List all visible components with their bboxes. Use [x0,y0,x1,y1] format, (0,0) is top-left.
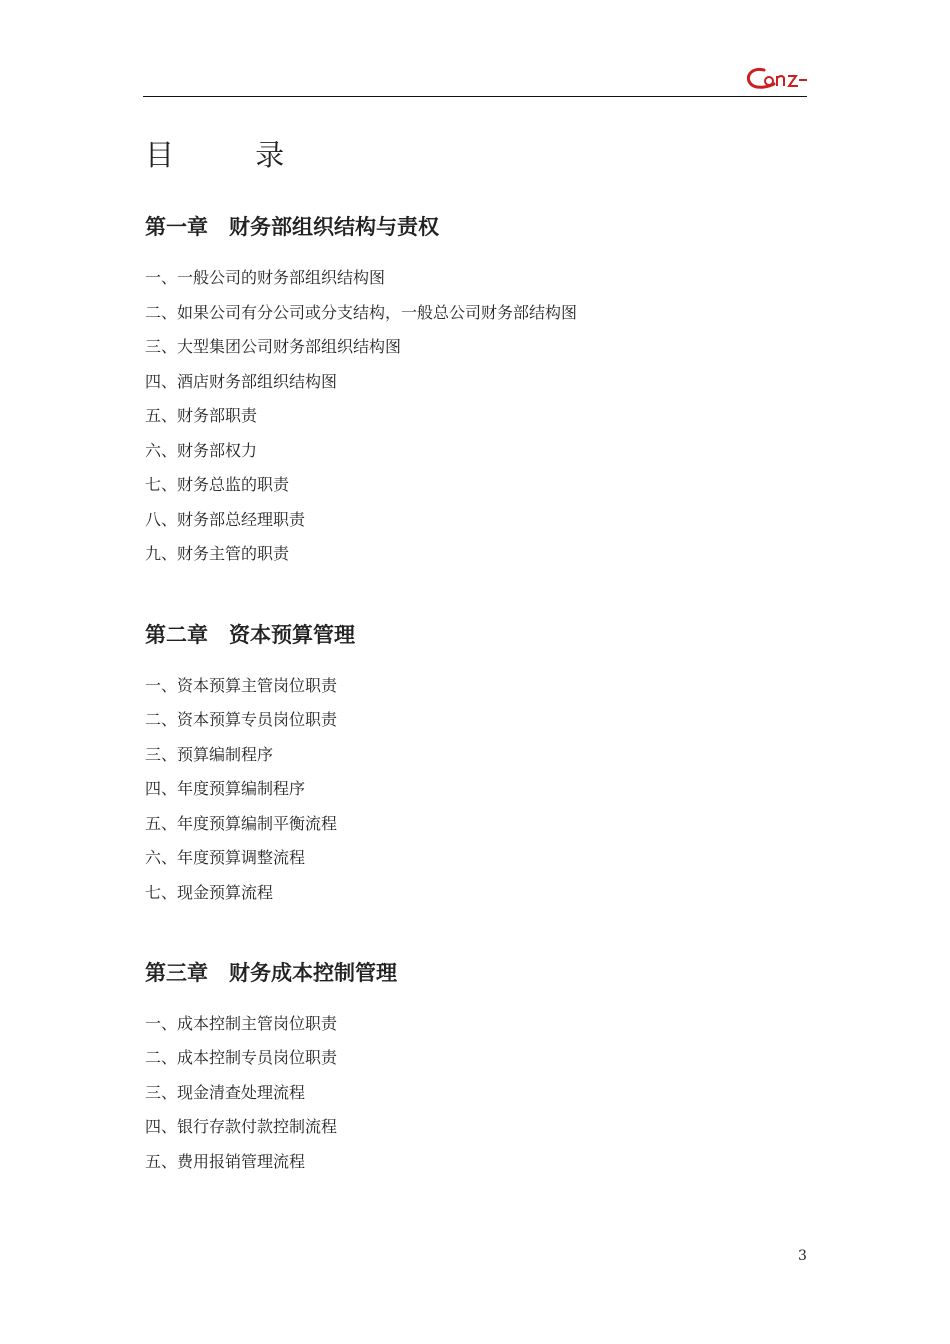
toc-title: 目 录 [145,138,321,172]
toc-item: 一、一般公司的财务部组织结构图 [145,268,386,287]
toc-item: 三、大型集团公司财务部组织结构图 [145,337,402,356]
toc-item: 九、财务主管的职责 [145,544,290,563]
toc-item: 二、如果公司有分公司或分支结构，一般总公司财务部结构图 [145,303,578,322]
chapter-title: 第一章 财务部组织结构与责权 [145,215,439,239]
header-rule [143,96,807,97]
chapter-title: 第三章 财务成本控制管理 [145,961,397,985]
toc-item: 七、财务总监的职责 [145,475,290,494]
page-number: 3 [798,1248,807,1264]
chapter-title: 第二章 资本预算管理 [145,623,355,647]
toc-item: 三、现金清查处理流程 [145,1083,306,1102]
toc-item: 一、成本控制主管岗位职责 [145,1014,338,1033]
toc-item: 三、预算编制程序 [145,745,274,764]
toc-item: 五、费用报销管理流程 [145,1152,306,1171]
toc-item: 四、年度预算编制程序 [145,779,306,798]
toc-item: 八、财务部总经理职责 [145,510,306,529]
toc-item: 四、酒店财务部组织结构图 [145,372,338,391]
toc-item: 七、现金预算流程 [145,883,274,902]
toc-item: 一、资本预算主管岗位职责 [145,676,338,695]
toc-item: 四、银行存款付款控制流程 [145,1117,338,1136]
toc-item: 五、年度预算编制平衡流程 [145,814,338,833]
toc-item: 二、资本预算专员岗位职责 [145,710,338,729]
company-logo [744,66,810,92]
toc-item: 二、成本控制专员岗位职责 [145,1048,338,1067]
toc-item: 六、财务部权力 [145,441,258,460]
toc-item: 五、财务部职责 [145,406,258,425]
toc-item: 六、年度预算调整流程 [145,848,306,867]
